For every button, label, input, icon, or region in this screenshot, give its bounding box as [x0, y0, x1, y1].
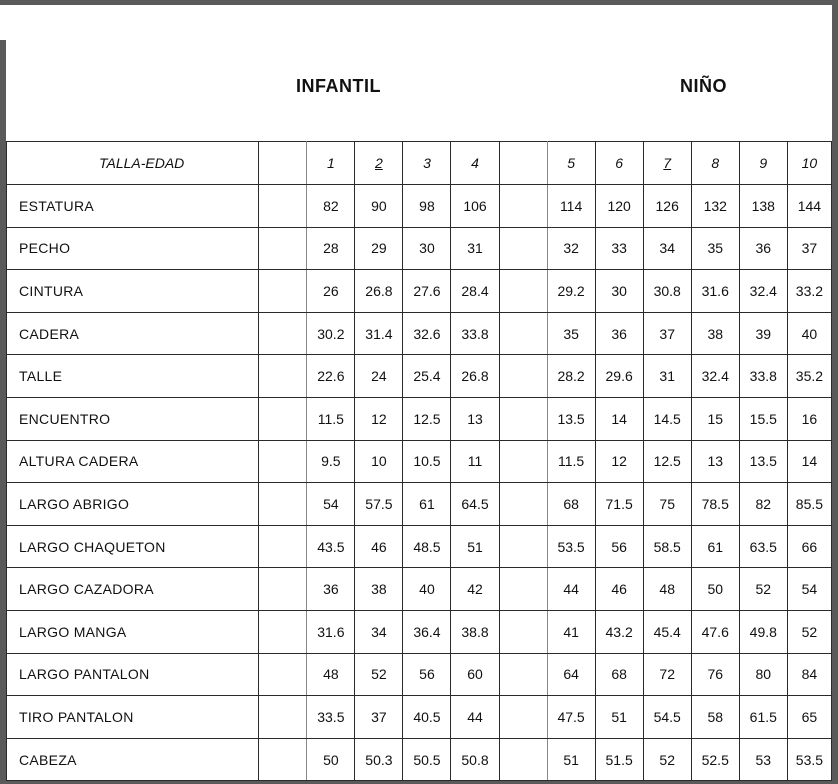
spacer-cell	[499, 653, 547, 696]
value-cell: 51	[451, 525, 499, 568]
value-cell: 36.4	[403, 610, 451, 653]
value-cell: 12.5	[403, 397, 451, 440]
value-cell: 78.5	[691, 483, 739, 526]
value-cell: 132	[691, 185, 739, 228]
value-cell: 54	[307, 483, 355, 526]
value-cell: 60	[451, 653, 499, 696]
frame-right-border	[832, 5, 838, 784]
value-cell: 43.5	[307, 525, 355, 568]
value-cell: 120	[595, 185, 643, 228]
value-cell: 61	[403, 483, 451, 526]
value-cell: 45.4	[643, 610, 691, 653]
value-cell: 32.4	[691, 355, 739, 398]
value-cell: 33.8	[739, 355, 787, 398]
value-cell: 52.5	[691, 738, 739, 781]
value-cell: 38.8	[451, 610, 499, 653]
value-cell: 12	[595, 440, 643, 483]
value-cell: 33	[595, 227, 643, 270]
spacer-cell	[259, 653, 307, 696]
size-header: 6	[595, 142, 643, 185]
value-cell: 44	[451, 696, 499, 739]
spacer-cell	[499, 142, 547, 185]
table-row	[7, 355, 832, 398]
value-cell: 33.2	[787, 270, 831, 313]
measurement-label: ESTATURA	[7, 185, 259, 228]
value-cell: 29.6	[595, 355, 643, 398]
spacer-cell	[259, 312, 307, 355]
value-cell: 75	[643, 483, 691, 526]
frame-top-border	[0, 0, 838, 5]
measurement-label: CABEZA	[7, 738, 259, 781]
spacer-cell	[259, 696, 307, 739]
measurement-label: LARGO CAZADORA	[7, 568, 259, 611]
measurement-label: LARGO MANGA	[7, 610, 259, 653]
value-cell: 40	[787, 312, 831, 355]
spacer-cell	[499, 483, 547, 526]
value-cell: 64	[547, 653, 595, 696]
size-header: 10	[787, 142, 831, 185]
value-cell: 46	[355, 525, 403, 568]
size-header: 1	[307, 142, 355, 185]
value-cell: 36	[307, 568, 355, 611]
value-cell: 31.6	[691, 270, 739, 313]
value-cell: 44	[547, 568, 595, 611]
value-cell: 31.4	[355, 312, 403, 355]
value-cell: 82	[307, 185, 355, 228]
value-cell: 61.5	[739, 696, 787, 739]
value-cell: 48	[307, 653, 355, 696]
nino-heading: NIÑO	[680, 76, 727, 96]
measurement-label: LARGO CHAQUETON	[7, 525, 259, 568]
value-cell: 37	[355, 696, 403, 739]
value-cell: 11.5	[307, 397, 355, 440]
value-cell: 28.4	[451, 270, 499, 313]
value-cell: 80	[739, 653, 787, 696]
value-cell: 47.6	[691, 610, 739, 653]
spacer-cell	[259, 483, 307, 526]
value-cell: 90	[355, 185, 403, 228]
measurement-label: TALLE	[7, 355, 259, 398]
value-cell: 28	[307, 227, 355, 270]
value-cell: 36	[595, 312, 643, 355]
value-cell: 51.5	[595, 738, 643, 781]
value-cell: 54.5	[643, 696, 691, 739]
value-cell: 14.5	[643, 397, 691, 440]
value-cell: 32.4	[739, 270, 787, 313]
value-cell: 68	[595, 653, 643, 696]
value-cell: 32	[547, 227, 595, 270]
measurement-label: CADERA	[7, 312, 259, 355]
value-cell: 26.8	[355, 270, 403, 313]
spacer-cell	[259, 738, 307, 781]
value-cell: 63.5	[739, 525, 787, 568]
value-cell: 71.5	[595, 483, 643, 526]
value-cell: 22.6	[307, 355, 355, 398]
value-cell: 31	[451, 227, 499, 270]
value-cell: 52	[787, 610, 831, 653]
spacer-cell	[499, 738, 547, 781]
value-cell: 16	[787, 397, 831, 440]
measurement-label: CINTURA	[7, 270, 259, 313]
value-cell: 26	[307, 270, 355, 313]
value-cell: 58	[691, 696, 739, 739]
size-header: 8	[691, 142, 739, 185]
measurement-label: TIRO PANTALON	[7, 696, 259, 739]
value-cell: 34	[355, 610, 403, 653]
size-header: 2	[355, 142, 403, 185]
spacer-cell	[259, 525, 307, 568]
value-cell: 144	[787, 185, 831, 228]
value-cell: 30.8	[643, 270, 691, 313]
value-cell: 57.5	[355, 483, 403, 526]
table-row	[7, 653, 832, 696]
table-row	[7, 397, 832, 440]
value-cell: 31	[643, 355, 691, 398]
value-cell: 58.5	[643, 525, 691, 568]
value-cell: 27.6	[403, 270, 451, 313]
table-row	[7, 696, 832, 739]
value-cell: 50.8	[451, 738, 499, 781]
spacer-cell	[499, 355, 547, 398]
value-cell: 85.5	[787, 483, 831, 526]
value-cell: 61	[691, 525, 739, 568]
value-cell: 30	[595, 270, 643, 313]
value-cell: 64.5	[451, 483, 499, 526]
value-cell: 51	[595, 696, 643, 739]
size-header: 3	[403, 142, 451, 185]
value-cell: 33.5	[307, 696, 355, 739]
talla-edad-header: TALLA-EDAD	[7, 142, 259, 185]
value-cell: 43.2	[595, 610, 643, 653]
value-cell: 35	[547, 312, 595, 355]
value-cell: 11	[451, 440, 499, 483]
value-cell: 126	[643, 185, 691, 228]
size-header: 5	[547, 142, 595, 185]
table-row	[7, 610, 832, 653]
spacer-cell	[259, 355, 307, 398]
spacer-cell	[259, 227, 307, 270]
measurement-label: LARGO ABRIGO	[7, 483, 259, 526]
value-cell: 9.5	[307, 440, 355, 483]
measurement-label: PECHO	[7, 227, 259, 270]
value-cell: 13	[691, 440, 739, 483]
spacer-cell	[499, 610, 547, 653]
value-cell: 37	[643, 312, 691, 355]
value-cell: 12	[355, 397, 403, 440]
value-cell: 15	[691, 397, 739, 440]
value-cell: 66	[787, 525, 831, 568]
spacer-cell	[259, 440, 307, 483]
value-cell: 50.5	[403, 738, 451, 781]
value-cell: 52	[739, 568, 787, 611]
value-cell: 53	[739, 738, 787, 781]
value-cell: 138	[739, 185, 787, 228]
value-cell: 13	[451, 397, 499, 440]
value-cell: 50.3	[355, 738, 403, 781]
value-cell: 82	[739, 483, 787, 526]
measurement-label: ENCUENTRO	[7, 397, 259, 440]
value-cell: 65	[787, 696, 831, 739]
value-cell: 25.4	[403, 355, 451, 398]
size-header: 7	[643, 142, 691, 185]
value-cell: 36	[739, 227, 787, 270]
value-cell: 38	[691, 312, 739, 355]
table-row	[7, 312, 832, 355]
value-cell: 76	[691, 653, 739, 696]
value-cell: 84	[787, 653, 831, 696]
value-cell: 37	[787, 227, 831, 270]
value-cell: 13.5	[547, 397, 595, 440]
value-cell: 30	[403, 227, 451, 270]
spacer-cell	[499, 312, 547, 355]
value-cell: 56	[595, 525, 643, 568]
table-row	[7, 185, 832, 228]
value-cell: 39	[739, 312, 787, 355]
spacer-cell	[499, 185, 547, 228]
value-cell: 34	[643, 227, 691, 270]
spacer-cell	[259, 568, 307, 611]
value-cell: 47.5	[547, 696, 595, 739]
value-cell: 54	[787, 568, 831, 611]
table-row	[7, 483, 832, 526]
size-header-row	[7, 142, 832, 185]
table-row	[7, 270, 832, 313]
value-cell: 35.2	[787, 355, 831, 398]
value-cell: 49.8	[739, 610, 787, 653]
value-cell: 29.2	[547, 270, 595, 313]
value-cell: 32.6	[403, 312, 451, 355]
value-cell: 30.2	[307, 312, 355, 355]
spacer-cell	[499, 696, 547, 739]
value-cell: 50	[691, 568, 739, 611]
value-cell: 40	[403, 568, 451, 611]
value-cell: 53.5	[547, 525, 595, 568]
value-cell: 46	[595, 568, 643, 611]
spacer-cell	[259, 185, 307, 228]
value-cell: 51	[547, 738, 595, 781]
spacer-cell	[499, 227, 547, 270]
value-cell: 53.5	[787, 738, 831, 781]
value-cell: 15.5	[739, 397, 787, 440]
value-cell: 11.5	[547, 440, 595, 483]
table-row	[7, 440, 832, 483]
value-cell: 14	[595, 397, 643, 440]
value-cell: 72	[643, 653, 691, 696]
value-cell: 24	[355, 355, 403, 398]
value-cell: 33.8	[451, 312, 499, 355]
size-chart-table	[6, 141, 832, 781]
value-cell: 48	[643, 568, 691, 611]
spacer-cell	[499, 270, 547, 313]
measurement-label: LARGO PANTALON	[7, 653, 259, 696]
measurement-label: ALTURA CADERA	[7, 440, 259, 483]
spacer-cell	[259, 270, 307, 313]
spacer-cell	[259, 397, 307, 440]
value-cell: 106	[451, 185, 499, 228]
table-row	[7, 568, 832, 611]
value-cell: 35	[691, 227, 739, 270]
table-row	[7, 227, 832, 270]
value-cell: 13.5	[739, 440, 787, 483]
value-cell: 31.6	[307, 610, 355, 653]
value-cell: 98	[403, 185, 451, 228]
spacer-cell	[259, 610, 307, 653]
spacer-cell	[499, 440, 547, 483]
value-cell: 41	[547, 610, 595, 653]
spacer-cell	[259, 142, 307, 185]
value-cell: 14	[787, 440, 831, 483]
spacer-cell	[499, 568, 547, 611]
value-cell: 10.5	[403, 440, 451, 483]
value-cell: 52	[643, 738, 691, 781]
spacer-cell	[499, 397, 547, 440]
table-row	[7, 525, 832, 568]
value-cell: 68	[547, 483, 595, 526]
value-cell: 52	[355, 653, 403, 696]
value-cell: 28.2	[547, 355, 595, 398]
value-cell: 10	[355, 440, 403, 483]
value-cell: 56	[403, 653, 451, 696]
value-cell: 114	[547, 185, 595, 228]
value-cell: 38	[355, 568, 403, 611]
value-cell: 12.5	[643, 440, 691, 483]
value-cell: 26.8	[451, 355, 499, 398]
spacer-cell	[499, 525, 547, 568]
size-header: 4	[451, 142, 499, 185]
value-cell: 29	[355, 227, 403, 270]
infantil-heading: INFANTIL	[296, 76, 381, 96]
size-header: 9	[739, 142, 787, 185]
value-cell: 42	[451, 568, 499, 611]
value-cell: 48.5	[403, 525, 451, 568]
value-cell: 50	[307, 738, 355, 781]
value-cell: 40.5	[403, 696, 451, 739]
table-row	[7, 738, 832, 781]
